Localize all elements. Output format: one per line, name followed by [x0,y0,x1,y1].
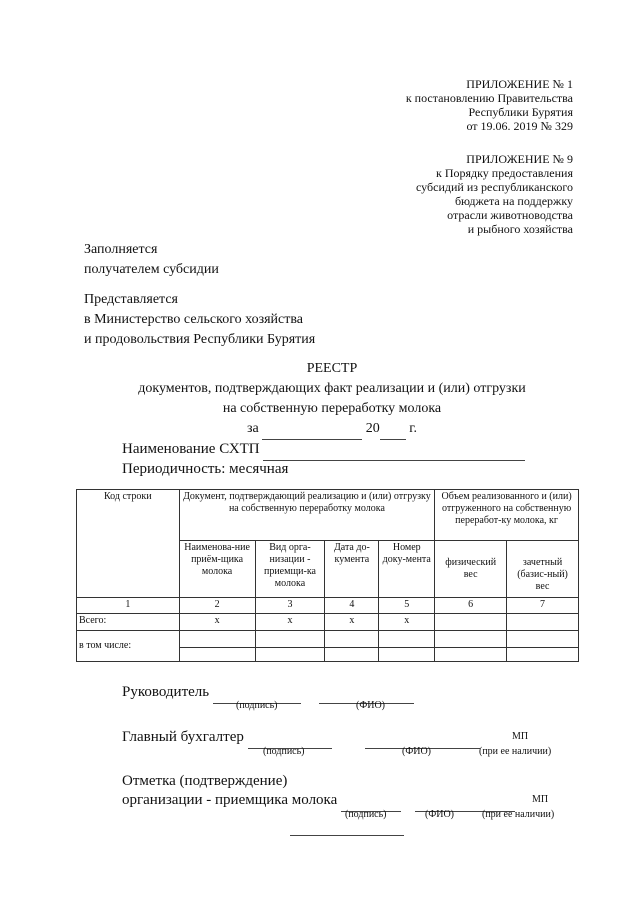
table-cell[interactable] [507,648,579,662]
table-cell[interactable] [179,631,255,648]
filled-by-line: Заполняется [84,242,158,257]
table-cell[interactable] [507,631,579,648]
appendix-9 [313,152,573,236]
head-sign-caption: (подпись) [236,700,278,711]
period-blank[interactable] [262,419,362,440]
receiver-label: организации - приемщика молока [122,792,338,808]
document-title [90,359,574,440]
col-number: 6 [435,598,507,614]
col-number: 1 [77,598,180,614]
accountant-mp-caption: (при ее наличии) [479,746,552,757]
table-cell[interactable] [435,631,507,648]
appendix-1 [313,77,573,133]
head-name-caption: (ФИО) [356,700,386,711]
submitted-to-line: в Министерство сельского хозяйства [84,312,303,327]
receiver-line-1: Отметка (подтверждение) [122,773,288,789]
periodicity: Периодичность: месячная [122,461,289,477]
col-volume-group-header: Объем реализованного и (или) отгруженного на собственную переработ-ку молока, кг [435,490,579,541]
submitted-to-note [84,290,315,350]
receiver-signature-row [122,790,515,812]
appendix-1-line: Республики Бурятия [468,105,573,119]
year-prefix: 20 [365,421,380,436]
accountant-mp: МП [512,731,529,742]
sub-date-header: Дата до-кумента [325,541,379,598]
appendix-9-line: и рыбного хозяйства [467,222,573,236]
appendix-9-line: к Порядку предоставления [435,166,573,180]
appendix-1-line: от 19.06. 2019 № 329 [466,119,573,133]
org-name-label: Наименование СХТП [122,441,260,457]
submitted-to-line: и продовольствия Республики Бурятия [84,332,316,347]
x-mark: x [325,614,379,631]
appendix-9-title: ПРИЛОЖЕНИЕ № 9 [466,152,573,166]
period-prefix: за [247,421,259,436]
col-code-header: Код строки [77,490,180,598]
org-name-row [122,439,525,461]
row-total-label: Всего: [77,614,180,631]
title-heading: РЕЕСТР [306,361,358,376]
head-label: Руководитель [122,684,210,700]
accountant-sign-caption: (подпись) [263,746,305,757]
col-number: 2 [179,598,255,614]
table-cell[interactable] [435,648,507,662]
row-including-label: в том числе: [77,631,180,662]
col-number: 3 [255,598,325,614]
filled-by-line: получателем субсидии [84,262,219,277]
accountant-label: Главный бухгалтер [122,729,244,745]
org-name-blank[interactable] [263,439,525,461]
col-number: 4 [325,598,379,614]
appendix-9-line: субсидий из республиканского [416,180,573,194]
table-cell[interactable] [255,631,325,648]
receiver-mp: МП [532,794,549,805]
table-cell[interactable] [379,648,435,662]
x-mark: x [255,614,325,631]
table-cell[interactable] [325,648,379,662]
table-cell[interactable] [507,614,579,631]
accountant-name-caption: (ФИО) [402,746,432,757]
receiver-sign-caption: (подпись) [345,809,387,820]
col-number: 7 [507,598,579,614]
year-suffix: г. [409,421,417,436]
sub-type-header: Вид орга-низации - приемщи-ка молока [255,541,325,598]
submitted-to-line: Представляется [84,292,178,307]
table-cell[interactable] [325,631,379,648]
sub-physical-header: физический вес [435,541,507,598]
table-cell[interactable] [379,631,435,648]
table-cell[interactable] [435,614,507,631]
sub-number-header: Номер доку-мента [379,541,435,598]
title-line-2: на собственную переработку молока [222,401,442,416]
extra-signature-line[interactable] [290,835,404,836]
appendix-1-title: ПРИЛОЖЕНИЕ № 1 [466,77,573,91]
x-mark: x [179,614,255,631]
receiver-name-caption: (ФИО) [425,809,455,820]
col-doc-group-header: Документ, подтверждающий реализацию и (или) отгрузку на собственную переработку молока [179,490,435,541]
table-cell[interactable] [255,648,325,662]
title-period [90,419,574,440]
sub-credit-header: зачетный (базис-ный) вес [507,541,579,598]
table-cell[interactable] [179,648,255,662]
appendix-1-line: к постановлению Правительства [405,91,573,105]
appendix-9-line: бюджета на поддержку [454,194,573,208]
col-number: 5 [379,598,435,614]
appendix-9-line: отрасли животноводства [447,208,573,222]
receiver-mp-caption: (при ее наличии) [482,809,555,820]
x-mark: x [379,614,435,631]
title-line-1: документов, подтверждающих факт реализации и (или) отгрузки [138,381,526,396]
sub-receiver-header: Наименова-ние приём-щика молока [179,541,255,598]
registry-table [76,489,579,662]
filled-by-note [84,240,219,280]
year-blank[interactable] [380,419,406,440]
